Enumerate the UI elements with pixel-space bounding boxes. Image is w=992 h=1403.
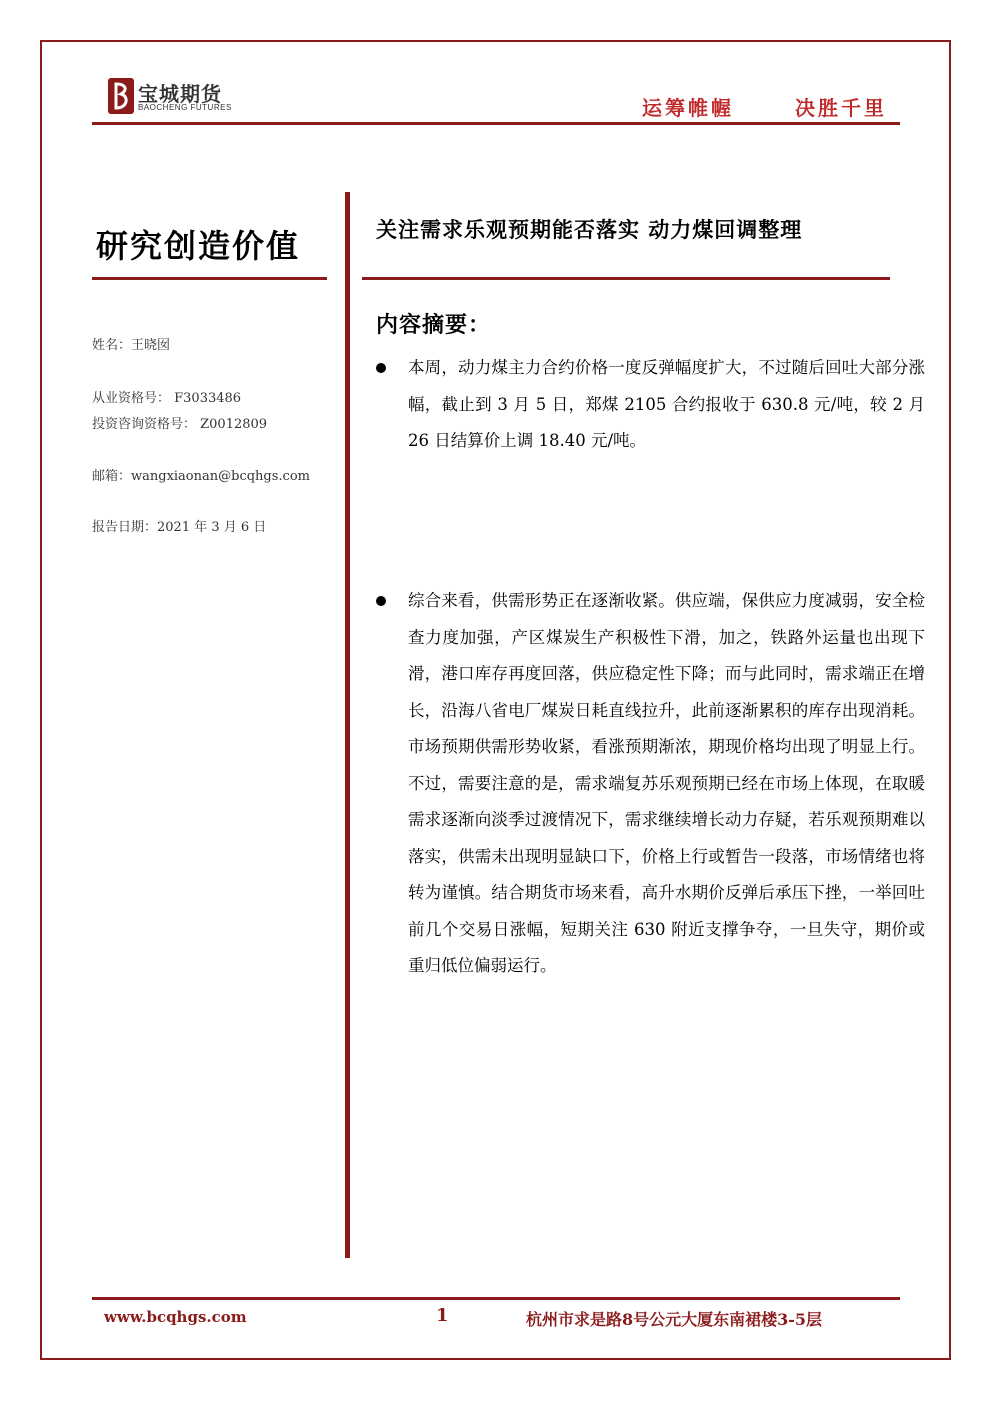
footer-website: www.bcqhgs.com (104, 1308, 247, 1326)
qualification-number: 从业资格号： F3033486 (92, 391, 242, 406)
author-name: 姓名：王晓囡 (92, 338, 171, 353)
title-underline (362, 277, 890, 280)
motto: 研究创造价值 (96, 227, 301, 265)
abstract-paragraph-2: 综合来看，供需形势正在逐渐收紧。供应端，保供应力度减弱，安全检查力度加强，产区煤炭生产积极性下滑，加之，铁路外运量也出现下滑，港口库存再度回落，供应稳定性下降；而与此同时，需求端正在增长，沿海八省电厂煤炭日耗直线拉升，此前逐渐累积的库存出现消耗。市场预期供需形势收紧，看涨预期渐浓，期现价格均出现了明显上行。不过，需要注意的是，需求端复苏乐观预期已经在市场上体现，在取暖需求逐渐向淡季过渡情况下，需求继续增长动力存疑，若乐观预期难以落实，供需未出现明显缺口下，价格上行或暂告一段落，市场情绪也将转为谨慎。结合期货市场来看，高升水期价反弹后承压下挫，一举回吐前几个交易日涨幅，短期关注 630 附近支撑争夺，一旦失守，期价或重归低位偏弱运行。 (408, 591, 925, 975)
company-logo (108, 78, 238, 118)
header-divider (92, 122, 900, 125)
logo-english-name: BAOCHENG FUTURES (138, 103, 232, 112)
abstract-paragraph-1: 本周，动力煤主力合约价格一度反弹幅度扩大，不过随后回吐大部分涨幅，截止到 3 月 5 日，郑煤 2105 合约报收于 630.8 元/吨，较 2 月 26 日结算价上调 18.40 元/吨。 (408, 358, 925, 450)
motto-underline (92, 277, 327, 280)
bullet-icon (376, 596, 386, 606)
bullet-icon (376, 363, 386, 373)
footer-divider (92, 1297, 900, 1300)
report-date: 报告日期：2021 年 3 月 6 日 (92, 520, 267, 535)
footer-address: 杭州市求是路8号公元大厦东南裙楼3-5层 (526, 1310, 823, 1329)
vertical-divider (345, 192, 350, 1258)
logo-chinese-name: 宝城期货 (138, 82, 222, 106)
consulting-number: 投资咨询资格号： Z0012809 (92, 417, 268, 432)
slogan-left: 运筹帷幄 (642, 96, 734, 120)
report-title: 关注需求乐观预期能否落实 动力煤回调整理 (376, 217, 803, 242)
abstract-heading: 内容摘要： (376, 312, 492, 338)
page-number: 1 (436, 1305, 449, 1326)
logo-mark-icon (108, 78, 134, 114)
slogan-right: 决胜千里 (795, 96, 887, 120)
author-email: 邮箱：wangxiaonan@bcqhgs.com (92, 469, 310, 484)
